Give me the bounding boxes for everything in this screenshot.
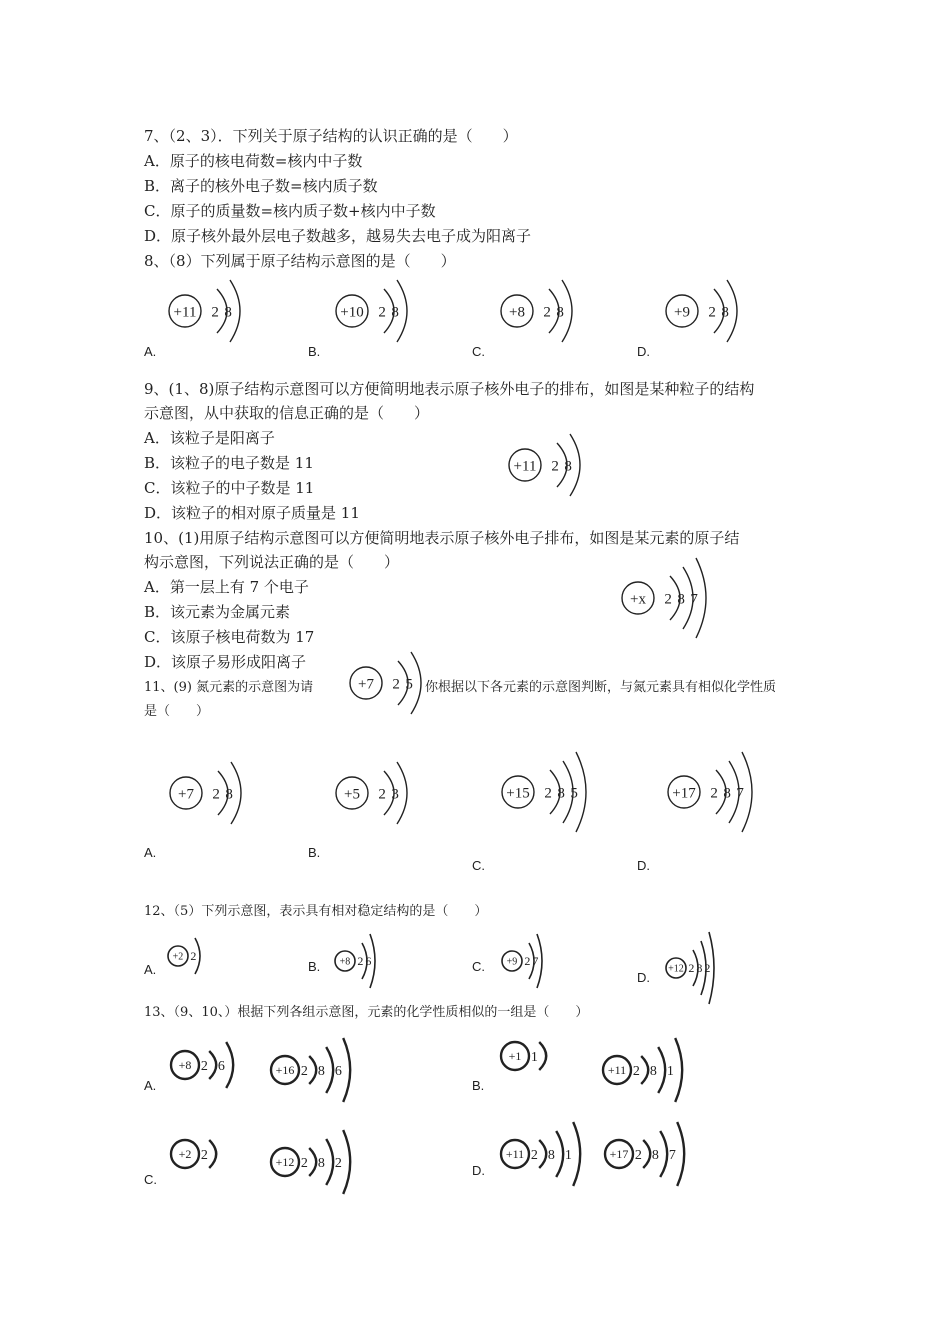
shell-electron-count: 7	[668, 1147, 676, 1163]
shell-electron-count: 8	[547, 1147, 555, 1163]
atom-diagram	[498, 1120, 608, 1192]
q11-label-b: B.	[308, 845, 321, 860]
shell-electron-count: 2	[200, 1058, 208, 1074]
atom-diagram	[332, 278, 432, 348]
q7-option-d: D．原子核外最外层电子数越多，越易失去电子成为阳离子	[144, 227, 532, 245]
shell-electron-count: 2	[190, 949, 197, 964]
electron-shell-arc	[539, 1140, 546, 1168]
shell-electron-count: 8	[557, 785, 565, 802]
nucleus-charge: +17	[672, 785, 696, 802]
shell-electron-count: 2	[378, 786, 386, 803]
atom-diagram	[165, 278, 265, 348]
atom-diagram	[168, 1040, 261, 1094]
q13-b-right-diagram	[600, 1036, 710, 1112]
electron-shell-arc	[677, 1122, 684, 1186]
atom-diagram	[166, 936, 218, 980]
q9-stem-2: 示意图，从中获取的信息正确的是（ ）	[144, 404, 430, 422]
shell-electron-count: 2	[543, 304, 551, 321]
atom-diagram	[498, 750, 611, 838]
electron-shell-arc	[309, 1148, 316, 1176]
q13-d-right-diagram	[602, 1120, 712, 1196]
shell-electron-count: 2	[211, 304, 219, 321]
electron-shell-arc	[343, 1130, 350, 1194]
q9-option-d: D．该粒子的相对原子质量是 11	[144, 504, 360, 522]
q13-c-right-diagram	[268, 1128, 378, 1204]
shell-electron-count: 2	[357, 954, 364, 969]
q10-stem-2: 构示意图，下列说法正确的是（ ）	[144, 553, 400, 571]
shell-electron-count: 2	[664, 591, 672, 608]
shell-electron-count: 2	[212, 786, 220, 803]
q11-diagram-c	[498, 750, 611, 842]
q12-stem: 12、（5）下列示意图，表示具有相对稳定结构的是（ ）	[144, 904, 488, 919]
shell-electron-count: 8	[649, 1063, 657, 1079]
q9-option-a: A．该粒子是阳离子	[144, 429, 275, 447]
nucleus-charge: +9	[674, 304, 690, 321]
shell-electron-count: 1	[530, 1049, 538, 1065]
shell-electron-count: 2	[392, 676, 400, 693]
shell-electron-count: 5	[405, 676, 413, 693]
electron-shell-arc	[326, 1047, 333, 1093]
electron-shell-arc	[209, 1140, 216, 1168]
nucleus-charge: +7	[178, 786, 194, 803]
q13-d-left-diagram	[498, 1120, 608, 1196]
atom-diagram	[497, 278, 597, 348]
shell-electron-count: 8	[721, 304, 729, 321]
atom-diagram	[505, 432, 605, 502]
shell-electron-count: 3	[391, 786, 399, 803]
nucleus-charge: +11	[505, 1147, 525, 1162]
q8-diagram-a	[165, 278, 265, 352]
shell-electron-count: 8	[225, 786, 233, 803]
q8-label-d: D.	[637, 344, 650, 359]
q10-option-c: C．该原子核电荷数为 17	[144, 628, 315, 646]
shell-electron-count: 2	[634, 1147, 642, 1163]
shell-electron-count: 8	[317, 1063, 325, 1079]
q7-option-b: B．离子的核外电子数=核内质子数	[144, 177, 378, 195]
shell-electron-count: 2	[708, 304, 716, 321]
q11-diagram-a	[166, 760, 266, 834]
nucleus-charge: +11	[173, 304, 197, 321]
shell-electron-count: 2	[524, 954, 531, 969]
q13-label-a: A.	[144, 1078, 157, 1093]
q13-label-d: D.	[472, 1163, 485, 1178]
shell-electron-count: 2	[632, 1063, 640, 1079]
nucleus-charge: +12	[668, 963, 684, 975]
shell-electron-count: 8	[224, 304, 232, 321]
shell-electron-count: 2	[300, 1155, 308, 1171]
electron-shell-arc	[641, 1056, 648, 1084]
shell-electron-count: 2	[200, 1147, 208, 1163]
atom-diagram	[664, 930, 732, 1010]
electron-shell-arc	[643, 1140, 650, 1168]
atom-diagram	[166, 760, 266, 830]
q11-stem-a: 11、(9) 氮元素的示意图为请	[144, 680, 314, 695]
nucleus-charge: +1	[508, 1049, 522, 1064]
q11-stem-c: 是（ ）	[144, 704, 210, 719]
q10-stem-1: 10、(1)用原子结构示意图可以方便简明地表示原子核外电子排布，如图是某元素的原子结	[144, 529, 740, 547]
shell-electron-count: 8	[723, 785, 731, 802]
electron-shell-arc	[539, 1042, 546, 1070]
shell-electron-count: 7	[690, 591, 698, 608]
q11-label-a: A.	[144, 845, 157, 860]
shell-electron-count: 1	[564, 1147, 572, 1163]
electron-shell-arc	[573, 1122, 580, 1186]
shell-electron-count: 2	[704, 961, 711, 976]
q8-diagram-c	[497, 278, 597, 352]
nucleus-charge: +2	[172, 951, 184, 963]
q8-stem: 8、（8）下列属于原子结构示意图的是（ ）	[144, 252, 456, 270]
q8-label-a: A.	[144, 344, 157, 359]
electron-shell-arc	[556, 1131, 563, 1177]
shell-electron-count: 8	[696, 961, 703, 976]
q9-option-b: B．该粒子的电子数是 11	[144, 454, 314, 472]
q13-b-left-diagram	[498, 1040, 574, 1080]
nucleus-charge: +17	[609, 1147, 629, 1162]
q11-label-c: C.	[472, 858, 485, 873]
shell-electron-count: 8	[651, 1147, 659, 1163]
q12-label-a: A.	[144, 962, 157, 977]
atom-diagram	[268, 1128, 378, 1200]
q10-option-d: D．该原子易形成阳离子	[144, 653, 307, 671]
atom-diagram	[662, 278, 762, 348]
q8-label-b: B.	[308, 344, 321, 359]
shell-electron-count: 7	[532, 954, 539, 969]
shell-electron-count: 6	[217, 1058, 225, 1074]
electron-shell-arc	[226, 1042, 233, 1088]
q10-option-b: B．该元素为金属元素	[144, 603, 291, 621]
electron-shell-arc	[660, 1131, 667, 1177]
nucleus-charge: +15	[506, 785, 530, 802]
q13-stem: 13、（9、10、）根据下列各组示意图，元素的化学性质相似的一组是（ ）	[144, 1005, 589, 1020]
q11-label-d: D.	[637, 858, 650, 873]
electron-shell-arc	[309, 1056, 316, 1084]
shell-electron-count: 2	[551, 458, 559, 475]
shell-electron-count: 8	[677, 591, 685, 608]
shell-electron-count: 2	[544, 785, 552, 802]
shell-electron-count: 5	[570, 785, 578, 802]
atom-diagram	[332, 760, 432, 830]
shell-electron-count: 1	[666, 1063, 674, 1079]
shell-electron-count: 6	[334, 1063, 342, 1079]
atom-diagram	[333, 932, 393, 994]
nucleus-charge: +5	[344, 786, 360, 803]
atom-diagram	[268, 1036, 378, 1108]
nucleus-charge: +12	[275, 1155, 295, 1170]
nucleus-charge: +10	[340, 304, 364, 321]
q7-option-c: C．原子的质量数=核内质子数+核内中子数	[144, 202, 436, 220]
nucleus-charge: +11	[607, 1063, 627, 1078]
shell-electron-count: 8	[391, 304, 399, 321]
q8-diagram-b	[332, 278, 432, 352]
q13-a-left-diagram	[168, 1040, 261, 1098]
nucleus-charge: +2	[178, 1147, 192, 1162]
shell-electron-count: 7	[736, 785, 744, 802]
q13-label-c: C.	[144, 1172, 157, 1187]
q13-c-left-diagram	[168, 1138, 244, 1178]
shell-electron-count: 8	[564, 458, 572, 475]
q9-diagram	[505, 432, 605, 506]
q12-label-b: B.	[308, 959, 321, 974]
shell-electron-count: 2	[530, 1147, 538, 1163]
shell-electron-count: 2	[334, 1155, 342, 1171]
electron-shell-arc	[343, 1038, 350, 1102]
atom-diagram	[600, 1036, 710, 1108]
q11-stem-b: 你根据以下各元素的示意图判断，与氮元素具有相似化学性质	[425, 680, 777, 695]
q10-option-a: A．第一层上有 7 个电子	[144, 578, 309, 596]
q13-label-b: B.	[472, 1078, 485, 1093]
q12-label-d: D.	[637, 970, 650, 985]
shell-electron-count: 2	[710, 785, 718, 802]
shell-electron-count: 6	[365, 954, 372, 969]
q10-diagram	[618, 556, 731, 648]
q7-option-a: A．原子的核电荷数=核内中子数	[144, 152, 363, 170]
q8-diagram-d	[662, 278, 762, 352]
atom-diagram	[498, 1040, 574, 1076]
nucleus-charge: +9	[506, 956, 518, 968]
q12-diagram-c	[500, 932, 560, 998]
nucleus-charge: +11	[513, 458, 537, 475]
nucleus-charge: +x	[630, 591, 646, 608]
q12-diagram-a	[166, 936, 218, 984]
shell-electron-count: 8	[556, 304, 564, 321]
nucleus-charge: +8	[509, 304, 525, 321]
nucleus-charge: +7	[358, 676, 374, 693]
atom-diagram	[168, 1138, 244, 1174]
nucleus-charge: +16	[275, 1063, 295, 1078]
electron-shell-arc	[209, 1051, 216, 1079]
q11-diagram-d	[664, 750, 777, 842]
q12-diagram-d	[664, 930, 732, 1014]
q12-label-c: C.	[472, 959, 485, 974]
atom-diagram	[500, 932, 560, 994]
electron-shell-arc	[675, 1038, 682, 1102]
q7-stem: 7、（2、3）．下列关于原子结构的认识正确的是（ ）	[144, 127, 518, 145]
shell-electron-count: 2	[688, 961, 695, 976]
q11-diagram-b	[332, 760, 432, 834]
shell-electron-count: 8	[317, 1155, 325, 1171]
electron-shell-arc	[326, 1139, 333, 1185]
shell-electron-count: 2	[378, 304, 386, 321]
atom-diagram	[618, 556, 731, 644]
q13-a-right-diagram	[268, 1036, 378, 1112]
q12-diagram-b	[333, 932, 393, 998]
q9-option-c: C．该粒子的中子数是 11	[144, 479, 315, 497]
atom-diagram	[602, 1120, 712, 1192]
q9-stem-1: 9、(1、8)原子结构示意图可以方便简明地表示原子核外电子的排布，如图是某种粒子的结构	[144, 380, 755, 398]
electron-shell-arc	[658, 1047, 665, 1093]
shell-electron-count: 2	[300, 1063, 308, 1079]
nucleus-charge: +8	[178, 1058, 192, 1073]
atom-diagram	[664, 750, 777, 838]
q8-label-c: C.	[472, 344, 485, 359]
nucleus-charge: +8	[339, 956, 351, 968]
